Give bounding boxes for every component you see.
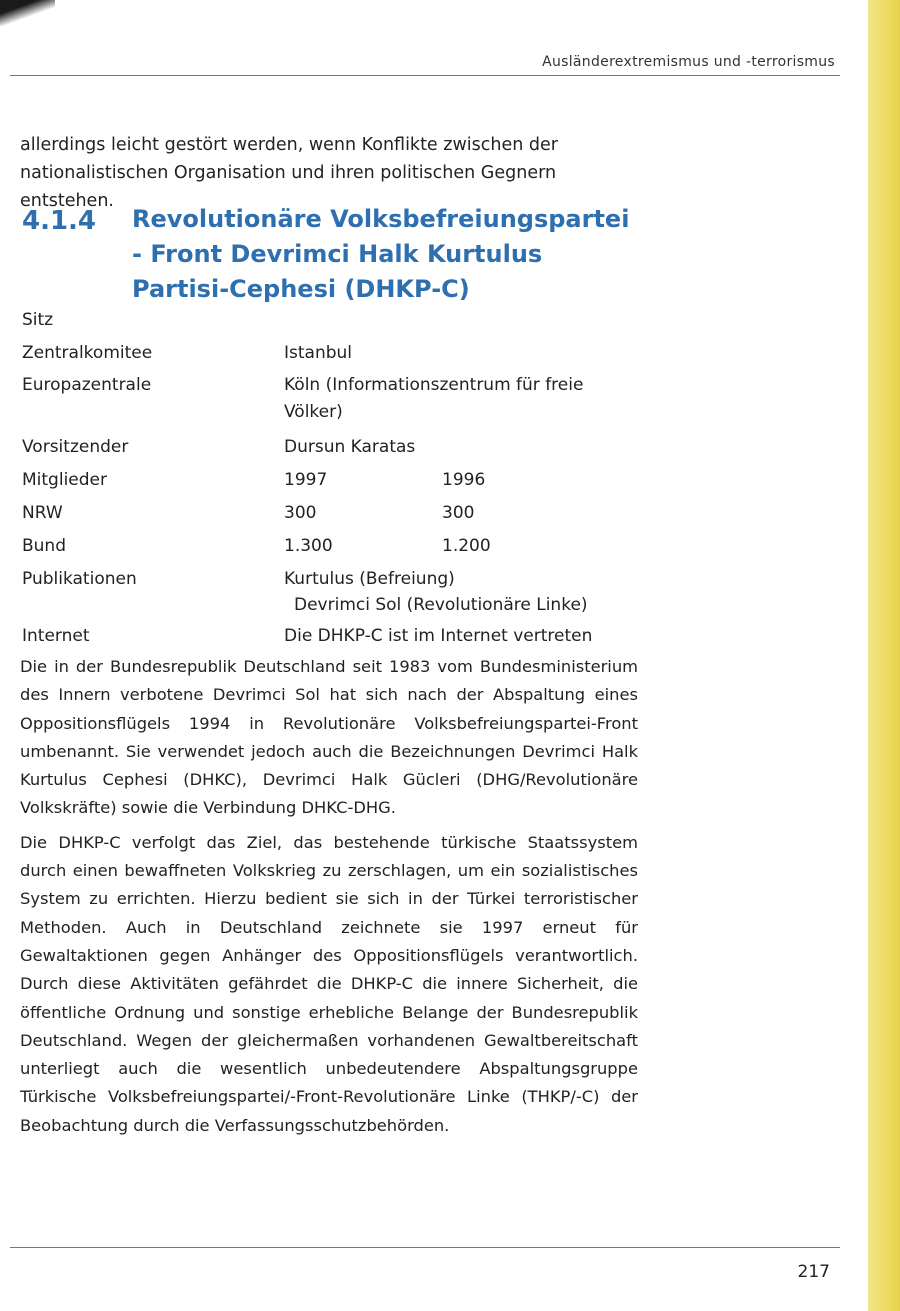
year-1996: 1996 — [442, 470, 486, 490]
vorsitzender-value: Dursun Karatas — [284, 437, 416, 457]
running-header: Ausländerextremismus und -terrorismus — [542, 54, 835, 70]
europazentrale-value-line1: Köln (Informationszentrum für freie — [284, 375, 584, 395]
body-paragraph: Die in der Bundesrepublik Deutschland seit 1983 vom Bundesministerium des Innern verbotene Devrimci Sol hat sich nach der Abspaltung eines Oppositionsflügels 1994 in Revolutionäre Volksbefreiungspartei-Front umbenannt. Sie verwendet jedoch auch die Bezeichnungen Devrimci Halk Kurtulus Cephesi (DHKC), Devrimci Halk Gücleri (DHG/Revolutionäre Volkskräfte) sowie die Verbindung DHKC-DHG. — [20, 657, 638, 818]
nrw-1997: 300 — [284, 503, 317, 523]
page-number: 217 — [797, 1262, 830, 1282]
europazentrale-value-line2: Völker) — [284, 402, 343, 422]
europazentrale-label: Europazentrale — [22, 375, 152, 395]
section-title: Revolutionäre Volksbefreiungspartei - Front Devrimci Halk Kurtulus Partisi-Cephesi (DHKP-C) — [132, 205, 630, 303]
publikation-2: Devrimci Sol (Revolutionäre Linke) — [294, 595, 588, 615]
sitz-label: Sitz — [22, 310, 54, 330]
body-paragraph: Die DHKP-C verfolgt das Ziel, das bestehende türkische Staatssystem durch einen bewaffneten Volkskrieg zu zerschlagen, um ein sozialistisches System zu errichten. Hierzu bedient sie sich in der Türkei terroristischer Methoden. Auch in Deutschland zeichnete sie 1997 erneut für Gewaltaktionen gegen Anhänger des Oppositionsflügels verantwortlich. Durch diese Aktivitäten gefährdet die DHKP-C die innere Sicherheit, die öffentliche Ordnung und sonstige erhebliche Belange der Bundesrepublik Deutschland. Wegen der gleichermaßen vorhandenen Gewaltbereitschaft unterliegt auch die wesentlich unbedeutendere Abspaltungsgruppe Türkische Volksbefreiungspartei/-Front-Revolutionäre Linke (THKP/-C) der Beobachtung durch die Verfassungsschutzbehörden. — [20, 832, 638, 1135]
scan-corner-mark — [0, 0, 55, 26]
zentralkomitee-value: Istanbul — [284, 343, 353, 363]
bund-1997: 1.300 — [284, 536, 333, 556]
mitglieder-label: Mitglieder — [22, 470, 107, 490]
internet-label: Internet — [22, 626, 90, 646]
body-text — [20, 653, 638, 1146]
nrw-label: NRW — [22, 503, 63, 523]
margin-color-bar — [868, 0, 900, 1311]
year-1997: 1997 — [284, 470, 328, 490]
header-rule — [10, 75, 840, 76]
nrw-1996: 300 — [442, 503, 475, 523]
footer-rule — [10, 1247, 840, 1248]
zentralkomitee-label: Zentralkomitee — [22, 343, 153, 363]
bund-label: Bund — [22, 536, 67, 556]
publikation-1: Kurtulus (Befreiung) — [284, 569, 455, 589]
intro-paragraph: allerdings leicht gestört werden, wenn Konflikte zwischen der nationalistischen Organisation und ihren politischen Gegnern entstehen. — [20, 135, 558, 211]
vorsitzender-label: Vorsitzender — [22, 437, 129, 457]
bund-1996: 1.200 — [442, 536, 491, 556]
section-number: 4.1.4 — [22, 206, 97, 236]
publikationen-label: Publikationen — [22, 569, 137, 589]
internet-value: Die DHKP-C ist im Internet vertreten — [284, 626, 593, 646]
